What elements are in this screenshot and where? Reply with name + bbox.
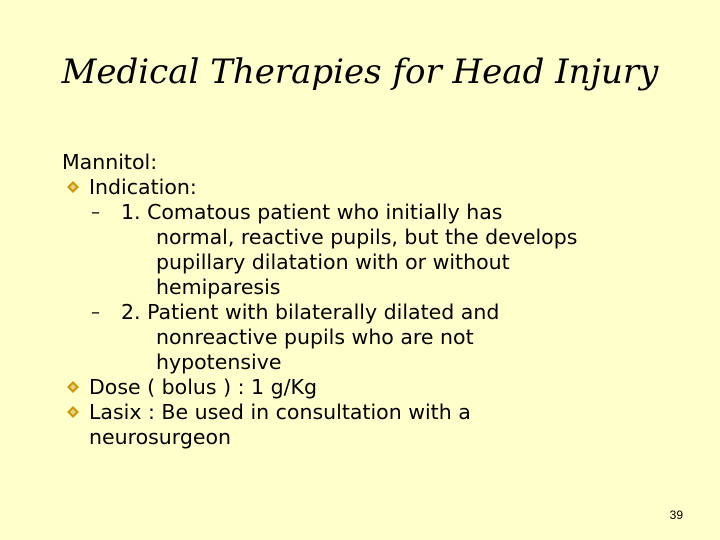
sub-item-1-continuation: hemiparesis — [156, 275, 281, 299]
dash-bullet: – — [91, 302, 100, 323]
sub-item-2-continuation: hypotensive — [156, 350, 282, 374]
slide-title: Medical Therapies for Head Injury — [61, 52, 659, 92]
sub-item-text: 2. Patient with bilaterally dilated and — [121, 300, 500, 324]
dash-bullet: – — [91, 202, 100, 223]
section-heading: Mannitol: — [62, 150, 158, 174]
bullet-item-dose — [89, 375, 682, 400]
bullet-text: Indication: — [89, 175, 197, 199]
bullet-text: Lasix : Be used in consultation with a — [89, 400, 471, 424]
bullet-item-indication — [89, 175, 682, 200]
sub-item-1 — [91, 200, 682, 225]
bullet-text: Dose ( bolus ) : 1 g/Kg — [89, 375, 317, 399]
diamond-bullet-icon — [67, 406, 79, 418]
sub-item-2-continuation: nonreactive pupils who are not — [156, 325, 474, 349]
slide-content — [62, 150, 682, 450]
sub-item-2 — [91, 300, 682, 325]
diamond-bullet-icon — [67, 181, 79, 193]
bullet-item-lasix-continuation: neurosurgeon — [89, 425, 232, 449]
page-number: 39 — [669, 508, 683, 522]
sub-item-1-continuation: normal, reactive pupils, but the develops — [156, 225, 578, 249]
diamond-bullet-icon — [67, 381, 79, 393]
bullet-item-lasix — [89, 400, 682, 425]
sub-item-1-continuation: pupillary dilatation with or without — [156, 250, 510, 274]
sub-item-text: 1. Comatous patient who initially has — [121, 200, 503, 224]
